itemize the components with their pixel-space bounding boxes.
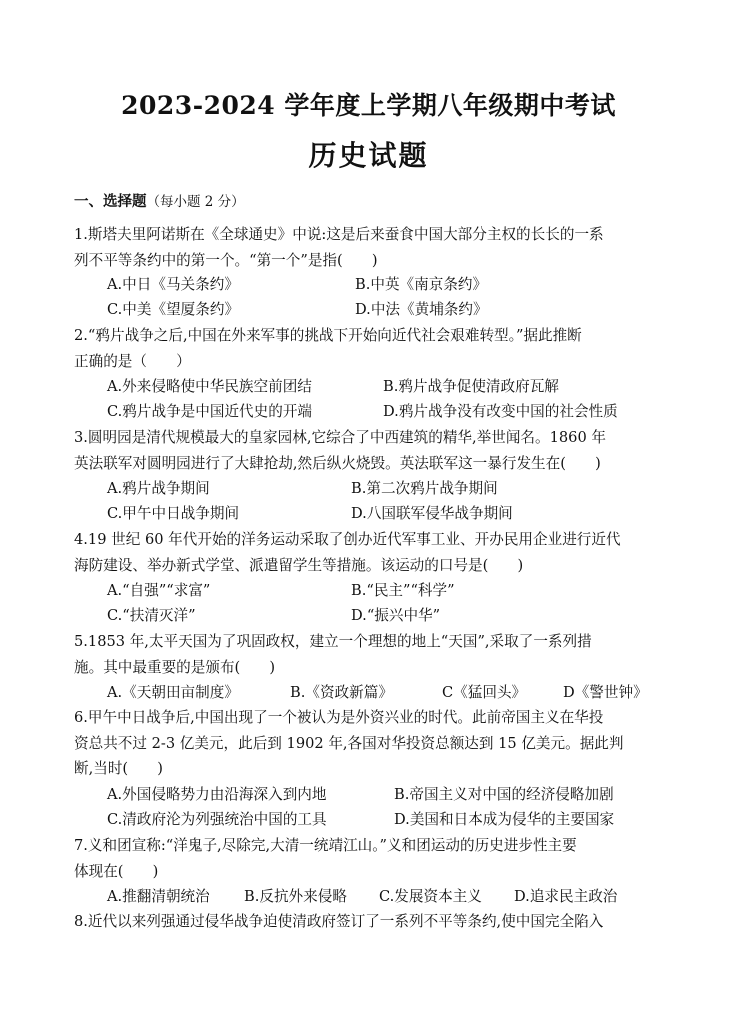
option-d[interactable]: D.追求民主政治	[514, 888, 618, 905]
option-b[interactable]: B.帝国主义对中国的经济侵略加剧	[394, 786, 614, 803]
option-a[interactable]: A.“自强”“求富”	[107, 582, 211, 599]
option-d[interactable]: D.中法《黄埔条约》	[355, 301, 488, 318]
question-3	[74, 425, 666, 476]
question-line: 5.1853 年,太平天国为了巩固政权，建立一个理想的地上“天国”,采取了一系列措	[74, 633, 592, 650]
option-b[interactable]: B.中英《南京条约》	[355, 276, 488, 293]
option-b[interactable]: B.鸦片战争促使清政府瓦解	[383, 378, 559, 395]
question-line: 海防建设、举办新式学堂、派遣留学生等措施。该运动的口号是( )	[74, 556, 524, 574]
section-note: （每小题 2 分）	[146, 194, 245, 210]
question-6	[74, 705, 666, 782]
option-a[interactable]: A.中日《马关条约》	[107, 276, 239, 293]
question-line: 体现在( )	[74, 862, 159, 880]
question-line: 断,当时( )	[74, 760, 163, 777]
option-a[interactable]: A.外国侵略势力由沿海深入到内地	[107, 786, 327, 803]
question-8	[74, 909, 666, 935]
exam-subject-title: 历史试题	[308, 139, 429, 172]
option-a[interactable]: A.《天朝田亩制度》	[107, 684, 239, 701]
option-a[interactable]: A.推翻清朝统治	[107, 888, 210, 905]
question-7	[74, 833, 666, 884]
question-line: 4.19 世纪 60 年代开始的洋务运动采取了创办近代军事工业、开办民用企业进行近代	[74, 531, 621, 548]
question-line: 8.近代以来列强通过侵华战争迫使清政府签订了一系列不平等条约,使中国完全陷入	[74, 913, 604, 930]
question-line: 3.圆明园是清代规模最大的皇家园林,它综合了中西建筑的精华,举世闻名。1860 年	[74, 429, 606, 446]
option-a[interactable]: A.鸦片战争期间	[107, 480, 210, 497]
option-d[interactable]: D.“振兴中华”	[351, 607, 441, 624]
question-line: 7.义和团宣称:“洋鬼子,尽除完,大清一统靖江山。”义和团运动的历史进步性主要	[74, 837, 577, 854]
option-d[interactable]: D.鸦片战争没有改变中国的社会性质	[383, 403, 618, 420]
question-5	[74, 629, 666, 680]
question-1	[74, 222, 666, 273]
question-line: 2.“鸦片战争之后,中国在外来军事的挑战下开始向近代社会艰难转型。”据此推断	[74, 327, 582, 344]
exam-title: 2023-2024 学年度上学期八年级期中考试	[121, 91, 616, 120]
question-line: 6.甲午中日战争后,中国出现了一个被认为是外资兴业的时代。此前帝国主义在华投	[74, 709, 604, 726]
option-c[interactable]: C.甲午中日战争期间	[107, 505, 240, 522]
option-b[interactable]: B.《资政新篇》	[290, 684, 393, 701]
question-line: 资总共不过 2-3 亿美元，此后到 1902 年,各国对华投资总额达到 15 亿美元。据此判	[74, 734, 624, 752]
section-heading	[74, 190, 245, 211]
option-c[interactable]: C《猛回头》	[442, 684, 527, 701]
option-c[interactable]: C.发展资本主义	[379, 888, 482, 905]
option-a[interactable]: A.外来侵略使中华民族空前团结	[107, 378, 312, 395]
question-line: 英法联军对圆明园进行了大肆抢劫,然后纵火烧毁。英法联军这一暴行发生在( )	[74, 454, 601, 472]
question-line: 列不平等条约中的第一个。“第一个”是指( )	[74, 251, 378, 269]
option-c[interactable]: C.中美《望厦条约》	[107, 301, 240, 318]
question-line: 正确的是（ ）	[74, 352, 191, 370]
option-d[interactable]: D.美国和日本成为侵华的主要国家	[394, 811, 615, 828]
option-c[interactable]: C.清政府沦为列强统治中国的工具	[107, 811, 327, 828]
option-b[interactable]: B.第二次鸦片战争期间	[351, 480, 498, 497]
question-line: 施。其中最重要的是颁布( )	[74, 658, 276, 676]
question-4	[74, 527, 666, 578]
option-c[interactable]: C.“扶清灭洋”	[107, 607, 196, 624]
section-label: 一、选择题	[74, 193, 147, 210]
option-c[interactable]: C.鸦片战争是中国近代史的开端	[107, 403, 313, 420]
option-d[interactable]: D《警世钟》	[563, 684, 648, 701]
question-line: 1.斯塔夫里阿诺斯在《全球通史》中说:这是后来蚕食中国大部分主权的长长的一系	[74, 226, 604, 243]
option-b[interactable]: B.“民主”“科学”	[351, 582, 455, 599]
question-2	[74, 323, 666, 374]
option-b[interactable]: B.反抗外来侵略	[244, 888, 347, 905]
option-d[interactable]: D.八国联军侵华战争期间	[351, 505, 513, 522]
